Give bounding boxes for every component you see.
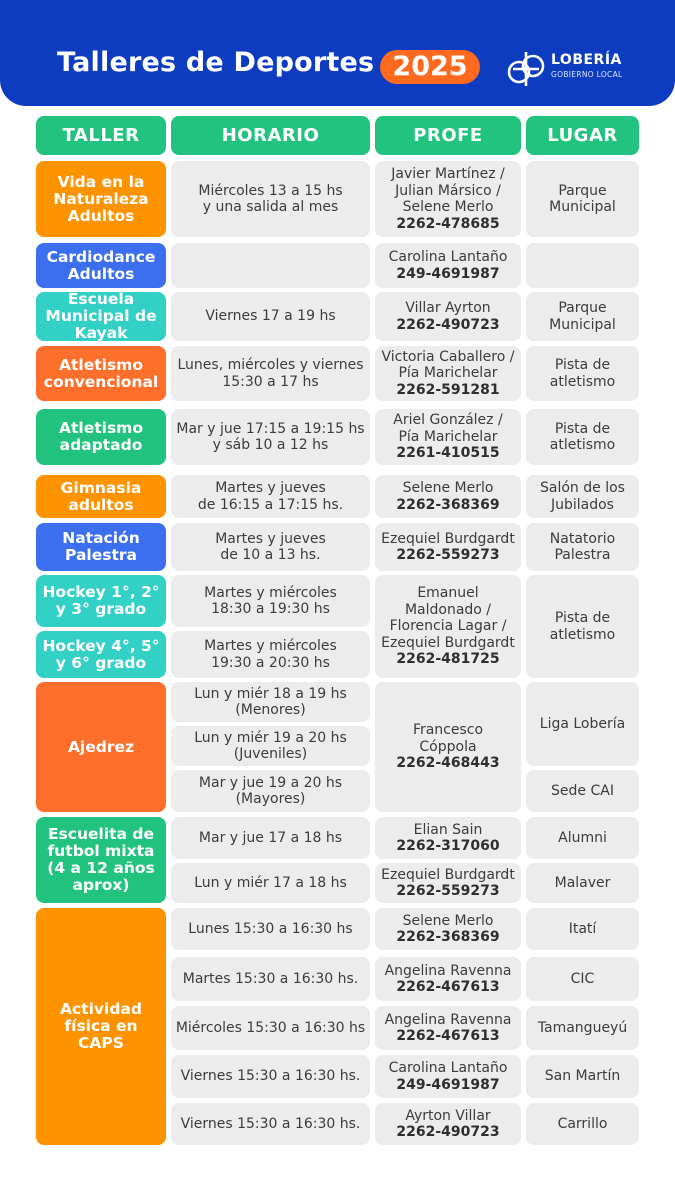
taller-name-line: Natación bbox=[62, 529, 140, 547]
horario-cell bbox=[171, 631, 370, 678]
lugar-line: Salón de los bbox=[540, 480, 625, 496]
profe-phone: 2262-468443 bbox=[396, 755, 500, 772]
lugar-cell-content bbox=[550, 421, 615, 454]
horario-line: (Menores) bbox=[235, 702, 306, 718]
horario-cell bbox=[171, 770, 370, 812]
horario-line: Lunes, miércoles y viernes bbox=[177, 357, 364, 373]
profe-cell-content bbox=[396, 822, 499, 855]
taller-name-line: Escuelita de bbox=[47, 825, 155, 843]
taller-cell-content bbox=[45, 291, 156, 342]
profe-cell bbox=[375, 863, 521, 903]
horario-line: y sáb 10 a 12 hs bbox=[212, 437, 329, 453]
taller-name-line: Actividad bbox=[60, 1000, 142, 1018]
profe-name-line: Emanuel bbox=[417, 585, 479, 602]
taller-cell bbox=[36, 523, 166, 571]
taller-name-line: Ajedrez bbox=[67, 737, 135, 756]
taller-cell bbox=[36, 346, 166, 401]
lugar-line: Parque bbox=[558, 182, 607, 199]
taller-cell-content bbox=[59, 420, 143, 454]
profe-phone: 2262-490723 bbox=[396, 1124, 500, 1140]
lugar-cell bbox=[526, 908, 639, 950]
lugar-line: Municipal bbox=[549, 316, 616, 333]
taller-cell-content bbox=[42, 584, 159, 618]
taller-cell bbox=[36, 682, 166, 812]
taller-cell bbox=[36, 292, 166, 341]
profe-name-line: Elian Sain bbox=[413, 821, 483, 838]
lugar-line: Palestra bbox=[554, 547, 611, 563]
taller-name-line: convencional bbox=[43, 372, 159, 391]
taller-cell-content bbox=[60, 1001, 142, 1052]
horario-line: Miércoles 15:30 a 16:30 hs bbox=[175, 1019, 366, 1036]
horario-cell bbox=[171, 726, 370, 766]
lugar-cell-content bbox=[571, 971, 595, 988]
horario-line: Mar y jue 19 a 20 hs bbox=[198, 774, 343, 791]
lugar-cell-content bbox=[545, 1068, 620, 1085]
lugar-line: San Martín bbox=[544, 1068, 621, 1085]
profe-phone: 2262-467613 bbox=[396, 979, 500, 995]
horario-line: (Juveniles) bbox=[233, 746, 308, 762]
lugar-cell-content bbox=[558, 830, 607, 847]
profe-name-line: Villar Ayrton bbox=[405, 300, 491, 316]
lugar-cell-content bbox=[540, 716, 625, 733]
profe-cell bbox=[375, 1103, 521, 1145]
profe-phone: 2262-467613 bbox=[396, 1028, 500, 1044]
profe-name-line: Carolina Lantaño bbox=[388, 249, 508, 265]
lugar-cell bbox=[526, 409, 639, 465]
profe-name-line: Francesco bbox=[412, 722, 484, 739]
horario-cell-content bbox=[199, 775, 342, 808]
profe-phone: 2261-410515 bbox=[396, 445, 500, 462]
profe-name-line: Selene Merlo bbox=[402, 480, 494, 496]
profe-cell-content bbox=[381, 585, 515, 668]
lugar-line: Itatí bbox=[568, 920, 597, 937]
taller-name-line: y 3° grado bbox=[55, 600, 147, 618]
horario-cell bbox=[171, 1006, 370, 1050]
horario-cell bbox=[171, 682, 370, 722]
horario-cell-content bbox=[194, 730, 347, 763]
lugar-line: atletismo bbox=[549, 437, 616, 453]
profe-name-line: Ezequiel Burdgardt bbox=[381, 530, 515, 547]
profe-name-line: Ezequiel Burdgardt bbox=[381, 866, 515, 883]
taller-cell bbox=[36, 908, 166, 1145]
profe-name-line: Ariel González / bbox=[393, 412, 503, 429]
profe-cell bbox=[375, 957, 521, 1001]
lugar-line: Jubilados bbox=[550, 496, 614, 513]
lugar-cell-content bbox=[551, 783, 614, 800]
profe-cell bbox=[375, 1006, 521, 1050]
profe-cell bbox=[375, 346, 521, 401]
lugar-cell bbox=[526, 243, 639, 288]
horario-line: Lun y miér 18 a 19 hs bbox=[194, 685, 347, 702]
lugar-cell bbox=[526, 475, 639, 518]
lugar-line: CIC bbox=[570, 970, 595, 987]
horario-cell-content bbox=[176, 1020, 365, 1037]
horario-line: Miércoles 13 a 15 hs bbox=[198, 182, 343, 199]
taller-name-line: Naturaleza bbox=[53, 189, 149, 208]
lugar-cell-content bbox=[550, 357, 615, 390]
horario-cell bbox=[171, 1055, 370, 1098]
profe-cell-content bbox=[396, 480, 499, 513]
profe-phone: 2262-481725 bbox=[396, 651, 500, 668]
horario-cell bbox=[171, 243, 370, 288]
lugar-cell bbox=[526, 957, 639, 1001]
page-title: Talleres de Deportes bbox=[57, 47, 375, 78]
profe-cell-content bbox=[396, 722, 499, 772]
lugar-line: Pista de bbox=[554, 610, 611, 626]
profe-name-line: Florencia Lagar / bbox=[389, 618, 507, 635]
profe-cell-content bbox=[382, 349, 515, 399]
column-header-taller: TALLER bbox=[36, 116, 166, 155]
horario-cell bbox=[171, 863, 370, 903]
horario-line: Lunes 15:30 a 16:30 hs bbox=[188, 920, 353, 937]
horario-cell-content bbox=[198, 480, 343, 513]
profe-cell bbox=[375, 908, 521, 950]
lugar-cell bbox=[526, 863, 639, 903]
profe-cell bbox=[375, 409, 521, 465]
taller-name-line: Vida en la bbox=[57, 172, 145, 191]
taller-name-line: Kayak bbox=[74, 324, 128, 342]
profe-cell-content bbox=[389, 1060, 508, 1093]
profe-cell-content bbox=[389, 249, 508, 282]
horario-line: Martes 15:30 a 16:30 hs. bbox=[182, 970, 359, 987]
taller-name-line: Atletismo bbox=[59, 419, 143, 437]
profe-cell-content bbox=[396, 913, 499, 946]
profe-phone: 2262-317060 bbox=[396, 838, 500, 854]
lugar-line: Malaver bbox=[554, 874, 611, 891]
profe-cell bbox=[375, 817, 521, 859]
horario-line: Lun y miér 19 a 20 hs bbox=[194, 729, 347, 746]
taller-name-line: Municipal de bbox=[45, 307, 157, 325]
profe-name-line: Selene Merlo bbox=[402, 199, 494, 215]
taller-cell-content bbox=[61, 480, 142, 514]
horario-cell-content bbox=[183, 971, 359, 988]
profe-cell bbox=[375, 475, 521, 518]
horario-cell bbox=[171, 346, 370, 401]
horario-line: Viernes 15:30 a 16:30 hs. bbox=[180, 1068, 361, 1085]
horario-line: Mar y jue 17:15 a 19:15 hs bbox=[176, 420, 365, 437]
profe-name-line: Angelina Ravenna bbox=[384, 962, 512, 979]
horario-cell-content bbox=[204, 585, 337, 618]
profe-phone: 2262-591281 bbox=[396, 381, 500, 398]
taller-name-line: Hockey 1°, 2° bbox=[42, 583, 160, 601]
taller-cell bbox=[36, 631, 166, 678]
horario-line: Martes y jueves bbox=[215, 480, 326, 496]
taller-name-line: física en bbox=[64, 1017, 138, 1035]
profe-cell-content bbox=[396, 1108, 499, 1141]
horario-line: 19:30 a 20:30 hs bbox=[211, 654, 330, 671]
profe-cell bbox=[375, 292, 521, 341]
taller-name-line: Palestra bbox=[65, 546, 137, 564]
horario-cell bbox=[171, 1103, 370, 1145]
lugar-line: Sede CAI bbox=[551, 782, 614, 799]
horario-line: Viernes 15:30 a 16:30 hs. bbox=[180, 1115, 361, 1132]
header-banner bbox=[0, 0, 675, 106]
horario-cell-content bbox=[194, 686, 347, 719]
horario-cell-content bbox=[176, 421, 364, 454]
profe-phone: 2262-559273 bbox=[396, 547, 500, 563]
taller-cell-content bbox=[68, 739, 134, 756]
horario-cell-content bbox=[177, 357, 363, 390]
lugar-line: Pista de bbox=[554, 357, 611, 373]
horario-line: Martes y miércoles bbox=[204, 584, 337, 601]
logo-subtitle: GOBIERNO LOCAL bbox=[551, 70, 623, 79]
horario-cell bbox=[171, 523, 370, 571]
horario-cell bbox=[171, 409, 370, 465]
horario-cell bbox=[171, 161, 370, 237]
horario-cell-content bbox=[188, 921, 352, 938]
horario-line: y una salida al mes bbox=[202, 199, 339, 215]
column-header-lugar: LUGAR bbox=[526, 116, 639, 155]
lugar-cell bbox=[526, 817, 639, 859]
horario-line: de 16:15 a 17:15 hs. bbox=[197, 496, 344, 513]
horario-line: Martes y jueves bbox=[215, 530, 326, 547]
taller-cell-content bbox=[62, 530, 140, 564]
profe-phone: 249-4691987 bbox=[396, 265, 500, 282]
lugar-cell-content bbox=[538, 1020, 627, 1037]
profe-cell bbox=[375, 682, 521, 812]
profe-cell bbox=[375, 1055, 521, 1098]
taller-name-line: adultos bbox=[68, 495, 134, 514]
horario-cell-content bbox=[215, 531, 326, 564]
profe-cell-content bbox=[385, 1012, 512, 1045]
lugar-cell-content bbox=[550, 610, 615, 643]
profe-cell bbox=[375, 523, 521, 571]
horario-line: Mar y jue 17 a 18 hs bbox=[198, 829, 343, 846]
year-badge: 2025 bbox=[380, 50, 480, 84]
lugar-cell bbox=[526, 523, 639, 571]
profe-cell bbox=[375, 161, 521, 237]
taller-name-line: (4 a 12 años bbox=[47, 859, 155, 877]
horario-cell bbox=[171, 575, 370, 627]
taller-name-line: Adultos bbox=[67, 206, 135, 225]
horario-cell-content bbox=[181, 1068, 361, 1085]
lugar-cell bbox=[526, 575, 639, 678]
profe-name-line: Cóppola bbox=[419, 738, 477, 755]
horario-cell-content bbox=[181, 1116, 361, 1133]
profe-name-line: Maldonado / bbox=[404, 601, 492, 618]
horario-cell bbox=[171, 292, 370, 341]
taller-cell bbox=[36, 817, 166, 903]
profe-phone: 2262-559273 bbox=[396, 883, 500, 899]
profe-cell-content bbox=[385, 963, 512, 996]
lugar-cell bbox=[526, 1006, 639, 1050]
loberia-logo-icon bbox=[505, 48, 547, 90]
profe-cell-content bbox=[393, 412, 502, 462]
horario-line: Martes y miércoles bbox=[204, 638, 337, 654]
profe-cell-content bbox=[381, 867, 515, 900]
horario-cell bbox=[171, 475, 370, 518]
taller-name-line: futbol mixta bbox=[47, 842, 155, 860]
lugar-line: Alumni bbox=[558, 829, 607, 846]
profe-name-line: Julian Mársico / bbox=[395, 182, 501, 199]
lugar-cell bbox=[526, 1055, 639, 1098]
horario-line: Viernes 17 a 19 hs bbox=[205, 308, 336, 325]
horario-cell-content bbox=[205, 308, 335, 325]
lugar-line: atletismo bbox=[549, 626, 616, 643]
profe-cell-content bbox=[391, 166, 505, 232]
lugar-cell-content bbox=[549, 183, 616, 216]
profe-name-line: Carolina Lantaño bbox=[388, 1060, 508, 1076]
column-header-profe: PROFE bbox=[375, 116, 521, 155]
lugar-line: Natatorio bbox=[549, 530, 616, 547]
lugar-line: atletismo bbox=[549, 373, 616, 390]
lugar-cell-content bbox=[569, 921, 597, 938]
taller-cell-content bbox=[47, 826, 154, 894]
taller-name-line: Cardiodance bbox=[46, 247, 156, 266]
lugar-cell-content bbox=[550, 531, 615, 564]
taller-name-line: Hockey 4°, 5° bbox=[42, 636, 160, 655]
lugar-line: Carrillo bbox=[557, 1115, 608, 1132]
taller-name-line: y 6° grado bbox=[55, 653, 147, 672]
lugar-line: Liga Lobería bbox=[539, 715, 626, 732]
horario-line: Lun y miér 17 a 18 hs bbox=[194, 874, 347, 891]
taller-cell-content bbox=[44, 357, 158, 391]
lugar-line: Pista de bbox=[554, 420, 611, 437]
profe-cell bbox=[375, 575, 521, 678]
lugar-cell bbox=[526, 682, 639, 766]
taller-name-line: Escuela bbox=[67, 290, 135, 308]
horario-cell bbox=[171, 817, 370, 859]
profe-name-line: Pía Marichelar bbox=[398, 428, 498, 445]
profe-name-line: Javier Martínez / bbox=[391, 166, 505, 182]
profe-phone: 2262-490723 bbox=[396, 316, 500, 333]
lugar-cell-content bbox=[555, 875, 611, 892]
column-header-horario: HORARIO bbox=[171, 116, 370, 155]
taller-cell bbox=[36, 161, 166, 237]
lugar-cell-content bbox=[549, 300, 616, 333]
taller-cell-content bbox=[42, 638, 159, 672]
profe-cell-content bbox=[381, 531, 515, 564]
lugar-line: Municipal bbox=[549, 199, 616, 215]
profe-phone: 249-4691987 bbox=[396, 1076, 500, 1093]
horario-cell-content bbox=[199, 830, 342, 847]
profe-name-line: Selene Merlo bbox=[402, 912, 494, 929]
taller-name-line: adaptado bbox=[59, 436, 143, 454]
profe-name-line: Pía Marichelar bbox=[398, 365, 498, 382]
lugar-cell bbox=[526, 292, 639, 341]
lugar-line: Parque bbox=[558, 300, 607, 316]
profe-phone: 2262-368369 bbox=[396, 929, 500, 945]
lugar-cell bbox=[526, 1103, 639, 1145]
profe-name-line: Ayrton Villar bbox=[405, 1107, 491, 1124]
lugar-cell bbox=[526, 161, 639, 237]
taller-cell-content bbox=[53, 174, 148, 225]
horario-line: (Mayores) bbox=[235, 791, 306, 807]
profe-cell bbox=[375, 243, 521, 288]
horario-cell-content bbox=[198, 183, 342, 216]
profe-phone: 2262-368369 bbox=[396, 496, 500, 513]
horario-cell-content bbox=[194, 875, 347, 892]
taller-name-line: Atletismo bbox=[59, 355, 143, 374]
taller-name-line: Adultos bbox=[67, 264, 135, 283]
lugar-cell bbox=[526, 346, 639, 401]
horario-line: 18:30 a 19:30 hs bbox=[211, 601, 330, 617]
taller-cell bbox=[36, 475, 166, 518]
horario-cell bbox=[171, 908, 370, 950]
lugar-cell bbox=[526, 770, 639, 812]
taller-name-line: aprox) bbox=[72, 876, 130, 894]
taller-cell-content bbox=[47, 249, 156, 283]
profe-cell-content bbox=[396, 300, 499, 333]
taller-name-line: Gimnasia bbox=[60, 478, 142, 497]
profe-name-line: Victoria Caballero / bbox=[381, 348, 515, 365]
logo-name: LOBERÍA bbox=[551, 52, 622, 68]
taller-cell bbox=[36, 575, 166, 627]
horario-cell bbox=[171, 957, 370, 1001]
taller-name-line: CAPS bbox=[78, 1034, 124, 1052]
horario-line: de 10 a 13 hs. bbox=[220, 547, 321, 563]
lugar-line: Tamangueyú bbox=[537, 1019, 628, 1036]
horario-cell-content bbox=[204, 638, 337, 671]
profe-name-line: Angelina Ravenna bbox=[384, 1011, 512, 1028]
lugar-cell-content bbox=[540, 480, 625, 513]
taller-cell bbox=[36, 243, 166, 288]
horario-line: 15:30 a 17 hs bbox=[222, 373, 319, 390]
profe-phone: 2262-478685 bbox=[396, 215, 500, 232]
profe-name-line: Ezequiel Burdgardt bbox=[381, 634, 515, 651]
taller-cell bbox=[36, 409, 166, 465]
lugar-cell-content bbox=[558, 1116, 608, 1133]
